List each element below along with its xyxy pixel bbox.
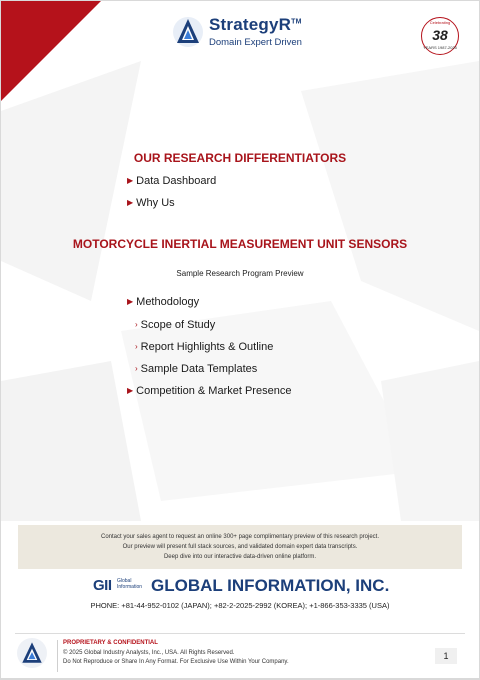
link-data-dashboard[interactable]: ▶ Data Dashboard: [127, 175, 217, 187]
triangle-right-icon: ▶: [127, 176, 134, 185]
link-scope-of-study[interactable]: › Scope of Study: [135, 319, 216, 331]
product-title: MOTORCYCLE INERTIAL MEASUREMENT UNIT SENSORS: [72, 237, 408, 251]
link-methodology[interactable]: ▶ Methodology: [127, 296, 200, 308]
link-competition[interactable]: ▶ Competition & Market Presence: [127, 385, 292, 397]
footer-divider: [57, 640, 58, 672]
footer-logo: [17, 638, 47, 668]
phone-numbers: PHONE: +81-44-952-0102 (JAPAN); +82-2-2025-2992 (KOREA); +1-866-353-3335 (USA): [90, 601, 390, 610]
gii-company-name: GLOBAL INFORMATION, INC.: [151, 576, 390, 595]
strategyr-logo-icon: [17, 638, 47, 668]
page-number: 1: [435, 648, 457, 664]
gii-mark: GII: [93, 577, 112, 594]
chevron-right-icon: ›: [135, 342, 138, 351]
brand-tagline: Domain Expert Driven: [209, 37, 302, 48]
page-footer: [15, 633, 465, 674]
usage-notice: Do Not Reproduce or Share In Any Format. For Exclusive Use Within Your Company.: [63, 659, 289, 665]
link-why-us[interactable]: ▶ Why Us: [127, 197, 175, 209]
contact-info-box: [18, 525, 462, 569]
confidential-label: PROPRIETARY & CONFIDENTIAL: [63, 640, 158, 646]
product-subtitle: Sample Research Program Preview: [176, 269, 304, 278]
differentiators-title: OUR RESEARCH DIFFERENTIATORS: [133, 151, 347, 165]
triangle-right-icon: ▶: [127, 198, 134, 207]
chevron-right-icon: ›: [135, 364, 138, 373]
red-corner-accent: [1, 1, 101, 101]
triangle-right-icon: ▶: [127, 297, 134, 306]
strategyr-logo-icon: [171, 15, 205, 49]
gii-small-text: Global Information: [117, 578, 143, 590]
contact-line: Deep dive into our interactive data-driven online platform.: [163, 554, 317, 560]
copyright-text: © 2025 Global Industry Analysts, Inc., USA. All Rights Reserved.: [63, 650, 235, 656]
badge-bottom-text: YEARS 1987-2025: [423, 45, 457, 50]
contact-line: Contact your sales agent to request an online 300+ page complimentary preview of this research project.: [101, 534, 379, 540]
brand-name: StrategyR™: [209, 15, 302, 34]
gii-logo[interactable]: [93, 576, 393, 598]
chevron-right-icon: ›: [135, 320, 138, 329]
link-sample-data-templates[interactable]: › Sample Data Templates: [135, 363, 258, 375]
report-cover-page: [1, 1, 479, 678]
badge-years: 38: [432, 27, 448, 43]
triangle-right-icon: ▶: [127, 386, 134, 395]
anniversary-seal-icon: [421, 17, 459, 55]
strategyr-logo[interactable]: [171, 15, 321, 51]
badge-top-text: Celebrating: [429, 20, 451, 25]
link-report-highlights[interactable]: › Report Highlights & Outline: [135, 341, 274, 353]
contact-line: Our preview will present full stack sources, and validated domain expert data transcripts.: [122, 544, 358, 550]
